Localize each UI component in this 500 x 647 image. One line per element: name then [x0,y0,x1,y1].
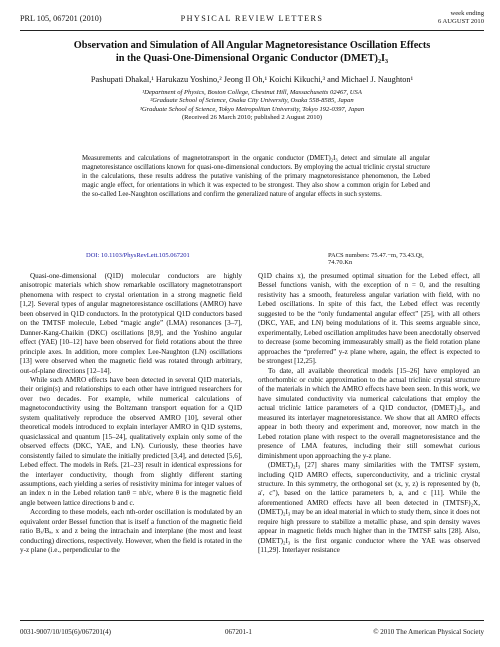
affiliations [30,89,474,122]
body-column-left [20,272,242,556]
paragraph: Q1D chains x), the presumed optimal situation for the Lebed effect, all Bessel functions vanish, with the exception of n = 0, and the resulting resistivity has a smooth, featureless angular variation with field, with no Lebed oscillations. In spite of this fact, the Lebed effect was recently suggested to be the “only fundamental angular effect” [25], with all others (DKC, YAE, and LN) being modulations of it. This seems arguable since, experimentally, Lebed oscillation amplitudes have been anecdotally observed to decrease (some becoming immeasurably small) as the field rotation plane approaches the “preferred” y-z plane where, again, the effect is expected to be strongest [12,25]. [258,272,480,366]
footer-rule [20,620,484,621]
title-line-1: Observation and Simulation of All Angular Magnetoresistance Oscillation Effects [73,40,431,51]
affiliation-2: ²Graduate School of Science, Osaka City University, Osaka 558-8585, Japan [150,97,354,105]
abstract: Measurements and calculations of magnetotransport in the organic conductor (DMET)₂I₃ detect and simulate all angular magnetoresistance oscillations known for quasi-one-dimensional conductors. By employing the actual triclinic crystal structure in the calculations, these results address the putative vanishing of the primary magnetoresistance phenomenon, the Lebed magic angle effect, for orientations in which it was expected to be strongest. They also show a common origin for Lebed and the so-called Lee-Naughton oscillations and confirm the generalized nature of angular effects in such systems. [82,155,430,198]
page-number: 067201-1 [225,628,252,636]
week-ending-block [438,10,484,26]
title-line-2: in the Quasi-One-Dimensional Organic Conductor (DMET)₂I₃ [115,52,389,64]
author-list: Pashupati Dhakal,¹ Harukazu Yoshino,² Jeong Il Oh,¹ Koichi Kikuchi,³ and Michael J. Naughton¹ [90,75,414,84]
journal-name: PHYSICAL REVIEW LETTERS [180,14,324,23]
body-column-right [258,272,480,556]
paragraph: According to these models, each nth-order oscillation is modulated by an equivalent order Bessel function that is itself a function of the magnetic field ratio Bₓ/Bₔ, x and z being the intrachain and interplane (the most and least conducting) directions, respectively. However, when the field is rotated in the y-z plane (i.e., perpendicular to the [20,508,242,555]
paragraph: (DMET)₂I₃ [27] shares many similarities with the TMTSF system, including Q1D AMRO effects, superconductivity, and a triclinic crystal structure. In this symmetry, the orthogonal set (x, y, z) is represented by (b, a′, c″), based on the lattice parameters b, a, and c [11]. While the aforementioned AMRO effects have all been detected in (TMTSF)₂X, (DMET)₂I₃ may be an ideal material in which to study them, since it does not require high pressure to stabilize a metallic phase, and spin density waves appear in magnetic fields much higher than in the TMTSF salts [28]. Also, (DMET)₂I₃ is the first organic conductor where the YAE was observed [11,29]. Interlayer resistance [258,461,480,555]
pacs-numbers: PACS numbers: 75.47.−m, 73.43.Qt, 74.70.Kn [328,252,424,266]
doi-pacs-row [86,252,430,266]
copyright: © 2010 The American Physical Society [373,628,484,636]
week-ending-date: 6 AUGUST 2010 [437,18,484,25]
paragraph: While such AMRO effects have been detected in several Q1D materials, their origin(s) and relationships to each other have intrigued researchers for over two decades. For example, while numerical calculations of magnetoconductivity using the Boltzmann transport equation for a Q1D system qualitatively reproduce the observed AMRO [10], several other theoretical models introduced to explain interlayer AMRO in Q1D systems, quasiclassical and quantum [15–24], qualitatively explain only some of the observed effects (DKC, YAE, and LN). Curiously, these theories have consistently failed to simulate the initially predicted [3,4], and detected [5,6], Lebed effect. The models in Refs. [21–23] result in identical expressions for the interlayer conductivity, though from slightly different starting assumptions, each yielding a series of resistivity minima for integer values of an index n in the Lebed relation tanθ = nb/c, where θ is the magnetic field angle between lattice directions b and c. [20,375,242,507]
received-date: (Received 26 March 2010; published 2 August 2010) [181,113,323,121]
affiliation-3: ³Graduate School of Science, Tokyo Metropolitan University, Tokyo 192-0397, Japan [139,105,365,113]
journal-reference: PRL 105, 067201 (2010) [20,14,102,23]
paragraph: To date, all available theoretical models [15–26] have employed an orthorhombic or cubic approximation to the actual triclinic crystal structure of the materials in which the AMRO effects have been seen. In this work, we have simulated conductivity via numerical calculations that employ the actual triclinic lattice parameters of a Q1D conductor, (DMET)₂I₃, and measured its interlayer magnetoresistance. We show that all AMRO effects appear in both theory and experiment and, moreover, now match in the Lebed rotation plane with respect to the overall magnetoresistance and the presence of LMA features, including their still somewhat curious diminishment upon approaching the y-z plane. [258,366,480,460]
header-rule [20,30,484,31]
doi-link[interactable]: DOI: 10.1103/PhysRevLett.105.067201 [86,252,190,259]
paper-title [40,40,464,65]
week-ending-label: week ending [450,10,484,17]
affiliation-1: ¹Department of Physics, Boston College, Chestnut Hill, Massachusetts 02467, USA [142,89,362,96]
paragraph: Quasi-one-dimensional (Q1D) molecular conductors are highly anisotropic materials which show remarkable oscillatory magnetotransport phenomena with respect to crystal orientation in a strong magnetic field [1,2]. Several types of angular magnetoresistance oscillations (AMRO) have been observed in Q1D conductors. In the prototypical Q1D conductors based on the TMTSF molecule, Lebed “magic angle” (LMA) resonances [3–7], Danner-Kang-Chaikin (DKC) oscillations [8,9], and the Yoshino angular effect (YAE) [10–12] have been observed for field rotations about the three principle axes. In addition, more complex Lee-Naughton (LN) oscillations [13] were observed when the magnetic field was rotated through arbitrary, out-of-plane directions [12–14]. [20,272,242,375]
issn-line: 0031-9007/10/105(6)/067201(4) [20,628,111,636]
